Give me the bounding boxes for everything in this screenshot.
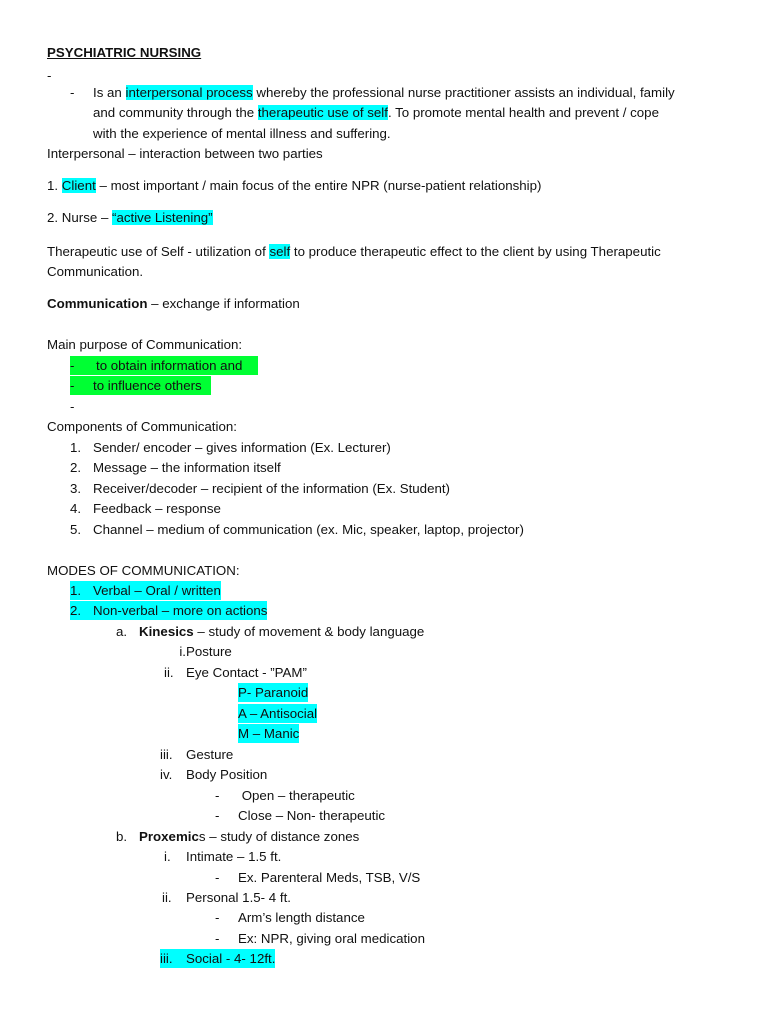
list-marker: - [70, 358, 75, 373]
component-text: Sender/ encoder – gives information (Ex. Lecturer) [93, 440, 391, 455]
list-number: 5. [70, 522, 82, 537]
zone-example-text: Ex. Parenteral Meds, TSB, V/S [238, 870, 421, 885]
mode-nonverbal [70, 601, 267, 620]
kinesics-term: Kinesics [139, 624, 194, 639]
position-item [215, 806, 385, 825]
component-text: Feedback – response [93, 501, 221, 516]
roman-numeral: ii. [164, 665, 174, 680]
kinesics-item-text: Body Position [186, 767, 268, 782]
component-text: Channel – medium of communication (ex. Mic, speaker, laptop, projector) [93, 522, 524, 537]
zone-example [215, 908, 365, 927]
stray-dash: - [47, 68, 52, 83]
kinesics-item-text: Eye Contact - ”PAM” [186, 665, 307, 680]
self-definition-text: to produce therapeutic effect to the client by using Therapeutic [290, 244, 661, 259]
list-number: 3. [70, 481, 82, 496]
intro-text: whereby the professional nurse practitioner assists an individual, family [252, 85, 675, 100]
list-marker: - [215, 808, 220, 823]
zone-example [215, 929, 425, 948]
communication-definition [47, 294, 300, 313]
self-definition-line-2: Communication. [47, 264, 144, 279]
kinesics-heading [116, 622, 424, 641]
pam-item: A – Antisocial [238, 706, 318, 721]
list-marker: - [215, 870, 220, 885]
purpose-item-text: to influence others [93, 378, 202, 393]
proxemics-def: – study of distance zones [205, 829, 360, 844]
kinesics-item [160, 765, 267, 784]
document-title: PSYCHIATRIC NURSING [47, 45, 202, 60]
purpose-item [70, 356, 258, 375]
intro-text: . To promote mental health and prevent / cope [387, 105, 659, 120]
list-marker: - [215, 788, 220, 803]
modes-heading: MODES OF COMMUNICATION: [47, 563, 240, 578]
roman-numeral: i. [179, 644, 186, 659]
component-item [70, 458, 281, 477]
list-number: 2. [70, 603, 82, 618]
list-marker: - [215, 931, 220, 946]
intro-text: Is an [93, 85, 126, 100]
component-text: Message – the information itself [93, 460, 281, 475]
component-text: Receiver/decoder – recipient of the information (Ex. Student) [93, 481, 450, 496]
roman-numeral: ii. [162, 890, 172, 905]
communication-term: Communication [47, 296, 148, 311]
proxemics-heading [116, 827, 359, 846]
kinesics-item-text: Posture [186, 644, 232, 659]
party-number: 1. [47, 178, 62, 193]
roman-numeral: iv. [160, 767, 173, 782]
zone-text: Social - 4- 12ft. [186, 951, 276, 966]
intro-line-2 [93, 103, 659, 122]
pam-item: P- Paranoid [238, 685, 309, 700]
highlight-interpersonal-process: interpersonal process [125, 85, 253, 100]
purpose-item [70, 376, 211, 395]
highlight-therapeutic-use-of-self: therapeutic use of self [257, 105, 388, 120]
party-description: – most important / main focus of the entire NPR (nurse-patient relationship) [95, 178, 542, 193]
zone-text: Intimate – 1.5 ft. [186, 849, 282, 864]
position-text: Open – therapeutic [238, 788, 355, 803]
position-item [215, 786, 355, 805]
component-item [70, 479, 450, 498]
component-item [70, 520, 524, 539]
components-heading: Components of Communication: [47, 419, 237, 434]
proxemics-term: Proxemic [139, 829, 199, 844]
pam-item: M – Manic [238, 726, 300, 741]
kinesics-item [164, 663, 307, 682]
list-number: 1. [70, 440, 82, 455]
zone-personal [162, 888, 291, 907]
roman-numeral: i. [164, 849, 171, 864]
self-definition-text: Therapeutic use of Self - utilization of [47, 244, 270, 259]
purpose-item-text: to obtain information and [96, 358, 243, 373]
party-client [47, 176, 541, 195]
zone-social [160, 949, 275, 968]
kinesics-item [160, 745, 233, 764]
kinesics-item-text: Gesture [186, 747, 234, 762]
mode-verbal [70, 581, 221, 600]
party-nurse [47, 208, 213, 227]
highlight-self: self [269, 244, 291, 259]
kinesics-def: – study of movement & body language [193, 624, 425, 639]
highlight-active-listening: “active Listening” [112, 210, 213, 225]
mode-text: Verbal – Oral / written [93, 583, 221, 598]
roman-numeral: iii. [160, 747, 173, 762]
component-item [70, 438, 391, 457]
stray-dash: - [70, 399, 75, 414]
intro-line-1 [93, 83, 675, 102]
intro-text: and community through the [93, 105, 258, 120]
communication-def: – exchange if information [147, 296, 300, 311]
list-number: 2. [70, 460, 82, 475]
list-marker: - [70, 378, 75, 393]
list-letter: b. [116, 829, 128, 844]
highlight-client: Client [61, 178, 96, 193]
roman-numeral: iii. [160, 951, 173, 966]
intro-line-3: with the experience of mental illness and suffering. [93, 126, 391, 141]
zone-example [215, 868, 420, 887]
party-number: 2. Nurse – [47, 210, 113, 225]
purpose-heading: Main purpose of Communication: [47, 337, 243, 352]
component-item [70, 499, 221, 518]
zone-example-text: Ex: NPR, giving oral medication [238, 931, 425, 946]
kinesics-item [164, 642, 232, 661]
mode-text: Non-verbal – more on actions [93, 603, 268, 618]
list-marker: - [215, 910, 220, 925]
position-text: Close – Non- therapeutic [238, 808, 386, 823]
list-letter: a. [116, 624, 128, 639]
self-definition-line-1 [47, 242, 661, 261]
list-number: 1. [70, 583, 82, 598]
zone-intimate [164, 847, 281, 866]
zone-text: Personal 1.5- 4 ft. [186, 890, 291, 905]
proxemics-suffix: s [198, 829, 206, 844]
intro-bullet: - [70, 85, 75, 100]
interpersonal-definition: Interpersonal – interaction between two parties [47, 146, 323, 161]
list-number: 4. [70, 501, 82, 516]
zone-example-text: Arm’s length distance [238, 910, 365, 925]
